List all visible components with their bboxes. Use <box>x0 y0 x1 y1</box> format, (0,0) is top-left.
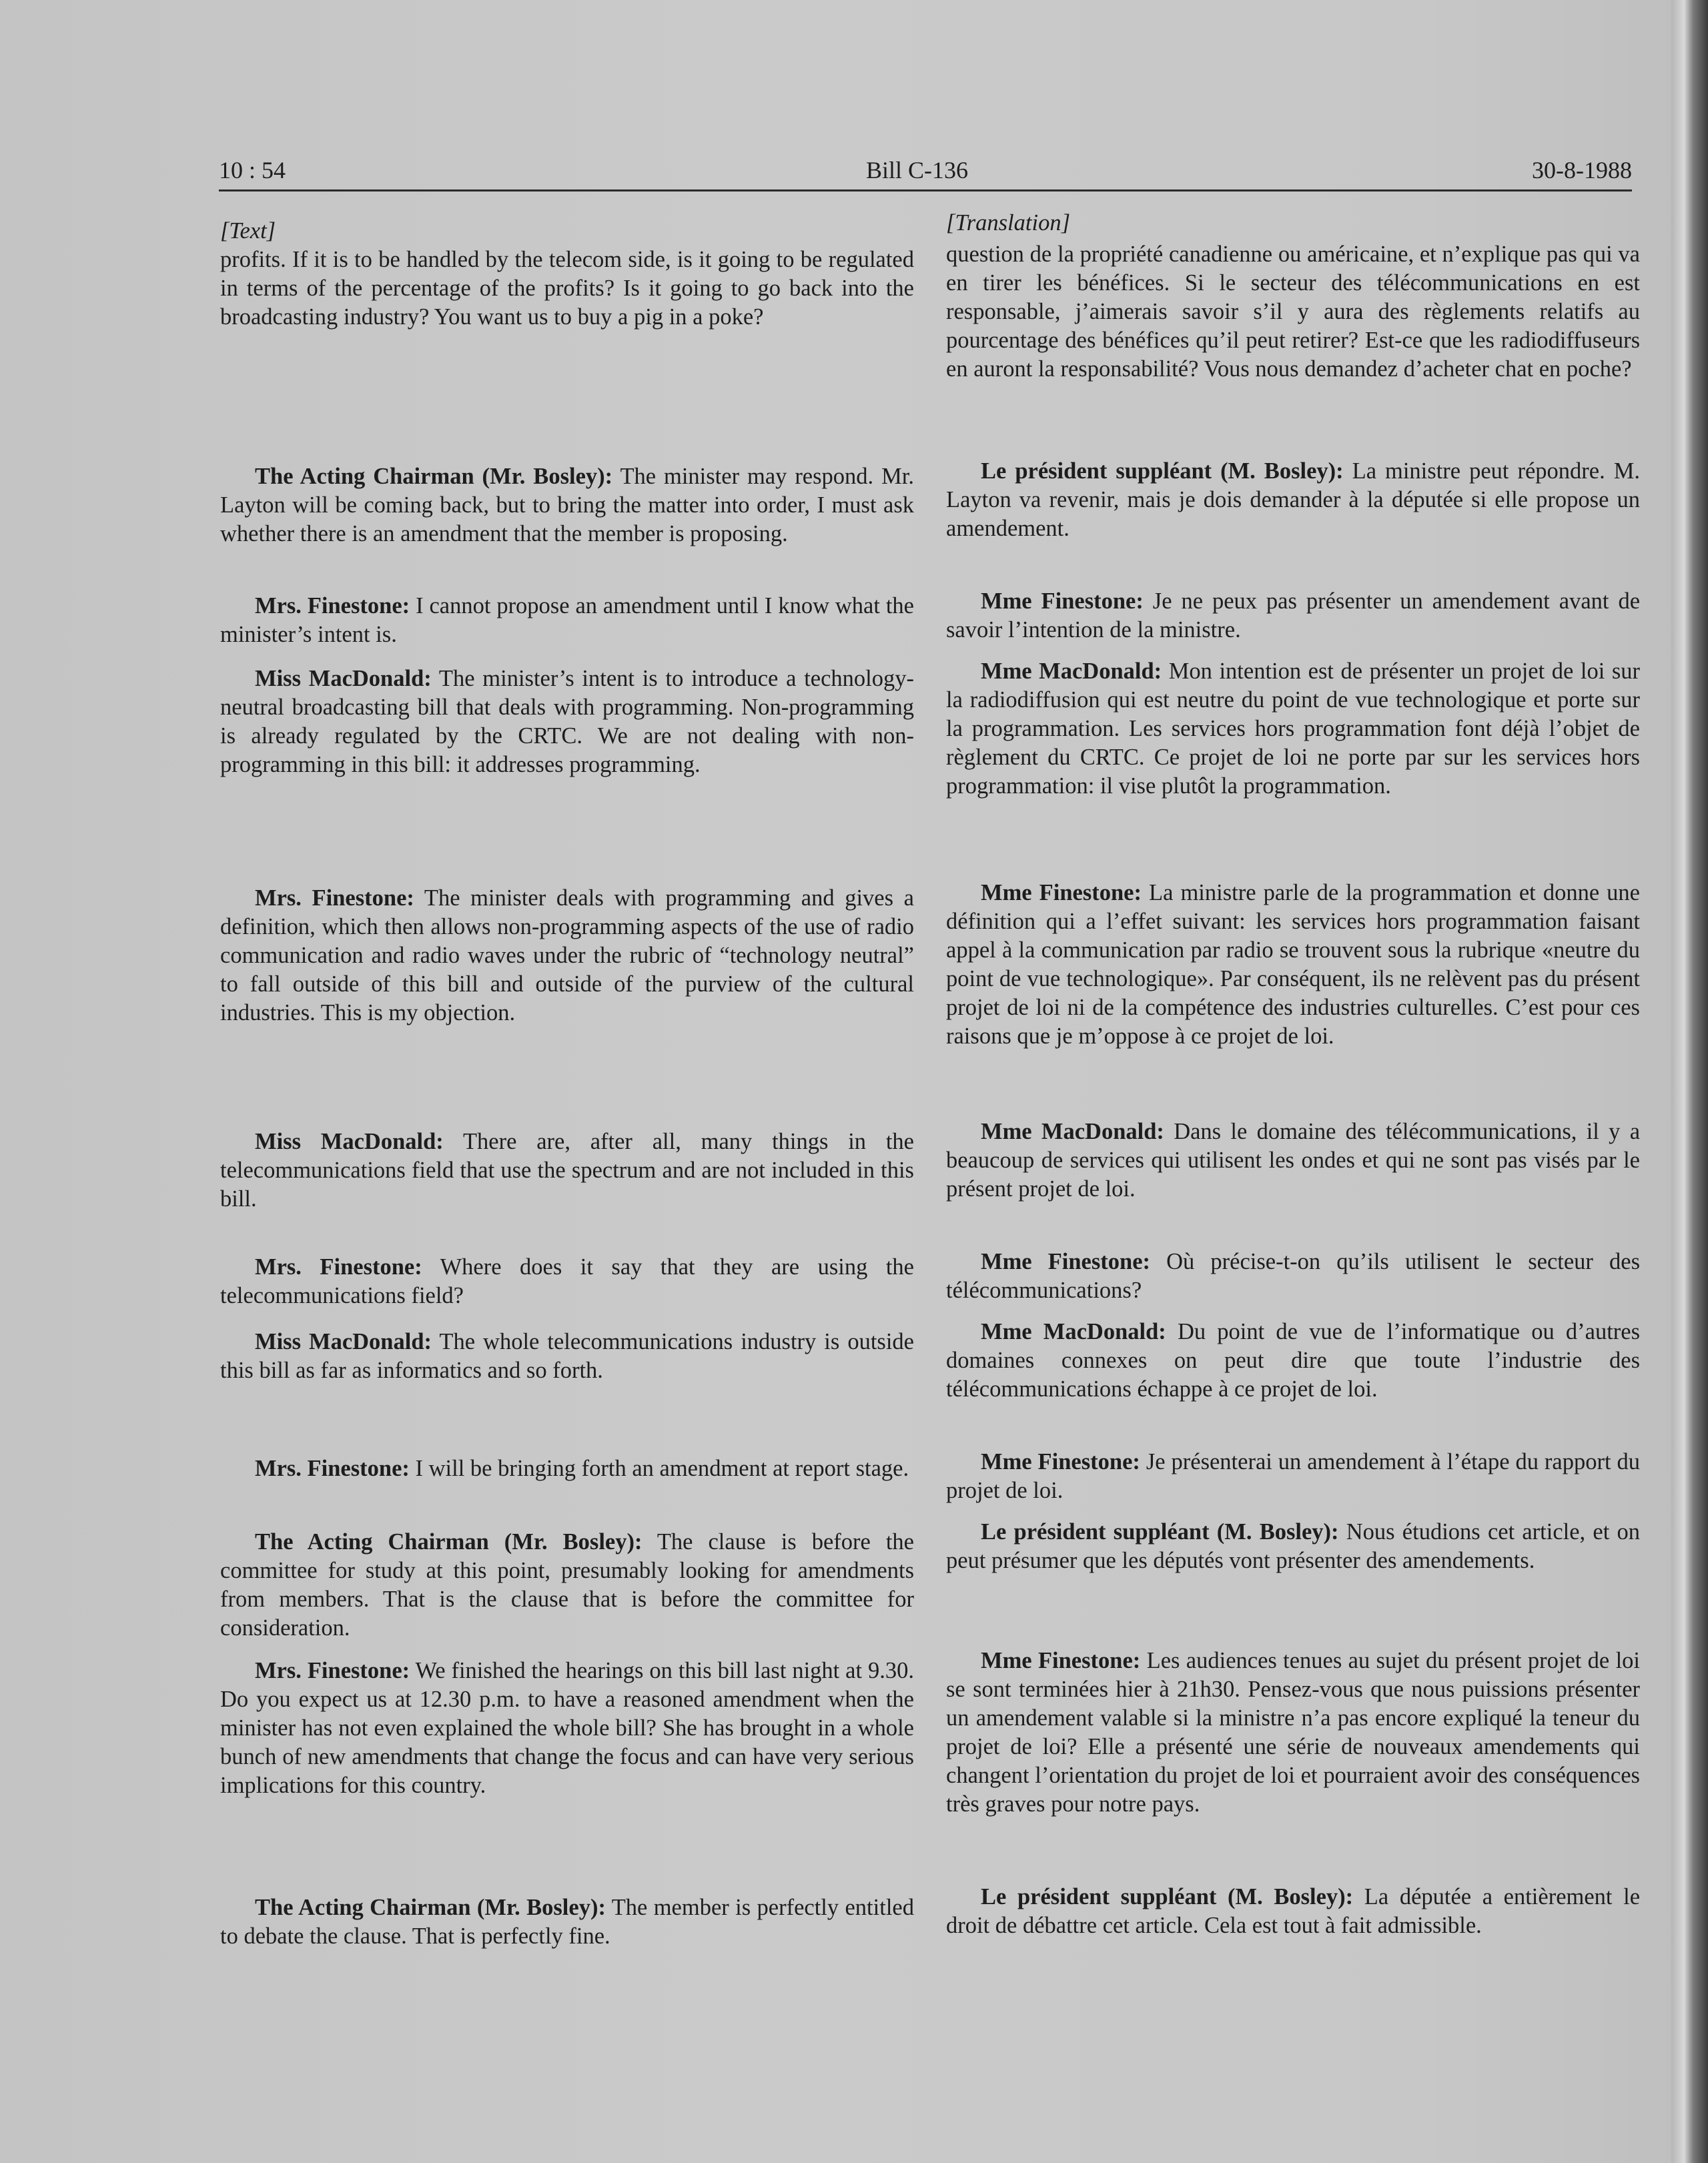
speaker-name: Mrs. Finestone: <box>255 593 410 618</box>
speaker-name: Mme Finestone: <box>981 588 1144 614</box>
paragraph: Le président suppléant (M. Bosley): La ministre peut répondre. M. Layton va revenir, mais je dois demander à la députée si elle propose un amendement. <box>946 458 1641 541</box>
speaker-name: Mme Finestone: <box>981 1648 1141 1673</box>
speaker-name: Le président suppléant (M. Bosley): <box>981 458 1344 484</box>
speaker-name: Le président suppléant (M. Bosley): <box>981 1884 1354 1909</box>
paragraph: Mme MacDonald: Mon intention est de présenter un projet de loi sur la radiodiffusion qui est neutre du point de vue technologique et porte sur la programmation. Les services hors programmation font déjà l’objet de règlement du CRTC. Ce projet de loi ne porte par sur les services hors programmation: il vise plutôt la programmation. <box>946 659 1641 799</box>
page-number: 10 : 54 <box>219 157 286 183</box>
paragraph: Mme Finestone: Je présenterai un amendement à l’étape du rapport du projet de loi. <box>946 1449 1640 1503</box>
speaker-name: Mrs. Finestone: <box>255 885 414 911</box>
paragraph: Mrs. Finestone: We finished the hearings on this bill last night at 9.30. Do you expect us at 12.30 p.m. to have a reasoned amendment when the minister has not even explained the whole bill? She has brought in a whole bunch of new amendments that change the focus and can have very serious implications for this country. <box>220 1658 914 1798</box>
paragraph: Mrs. Finestone: Where does it say that they are using the telecommunications field? <box>220 1254 914 1308</box>
paragraph: question de la propriété canadienne ou américaine, et n’explique pas qui va en tirer les bénéfices. Si le secteur des télécommunications en est responsable, j’aimerais savoir s’il y aura des règlements relatifs au pourcentage des bénéfices qu’il peut retirer? Est-ce que les radiodiffuseurs en auront la responsabilité? Vous nous demandez d’acheter chat en poche? <box>946 242 1640 382</box>
speaker-name: Mme MacDonald: <box>981 1319 1166 1344</box>
paragraph: profits. If it is to be handled by the telecom side, is it going to be regulated in terms of the percentage of the profits? Is it going to go back into the broadcasting industry? You want us to buy a pig in a poke? <box>220 247 914 330</box>
speaker-name: The Acting Chairman (Mr. Bosley): <box>255 1529 643 1555</box>
paragraph: The Acting Chairman (Mr. Bosley): The member is perfectly entitled to debate the clause. That is perfectly fine. <box>220 1895 914 1949</box>
bill-title: Bill C-136 <box>866 157 969 183</box>
paragraph: Mrs. Finestone: I will be bringing forth an amendment at report stage. <box>255 1456 909 1481</box>
speaker-name: The Acting Chairman (Mr. Bosley): <box>255 1895 606 1920</box>
speaker-name: Mme MacDonald: <box>981 1119 1164 1144</box>
speaker-name: Mrs. Finestone: <box>255 1254 422 1280</box>
speaker-name: Mme Finestone: <box>981 1249 1151 1274</box>
paragraph: Le président suppléant (M. Bosley): La députée a entièrement le droit de débattre cet article. Cela est tout à fait admissible. <box>946 1884 1641 1938</box>
paragraph: The Acting Chairman (Mr. Bosley): The minister may respond. Mr. Layton will be coming back, but to bring the matter into order, I must ask whether there is an amendment that the member is proposing. <box>220 464 914 546</box>
speaker-name: Le président suppléant (M. Bosley): <box>981 1519 1339 1545</box>
paragraph: Mme MacDonald: Du point de vue de l’informatique ou d’autres domaines connexes on peut dire que toute l’industrie des télécommunications échappe à ce projet de loi. <box>946 1319 1641 1402</box>
paragraph: The Acting Chairman (Mr. Bosley): The clause is before the committee for study at this point, presumably looking for amendments from members. That is the clause that is before the committee for consideration. <box>220 1529 914 1641</box>
column-tag: [Text] <box>220 218 276 244</box>
page-header <box>219 148 1632 191</box>
speaker-name: Miss MacDonald: <box>255 1329 432 1354</box>
speaker-name: Mrs. Finestone: <box>255 1456 410 1481</box>
paragraph: Mme Finestone: Je ne peux pas présenter un amendement avant de savoir l’intention de la ministre. <box>946 588 1641 642</box>
speaker-name: The Acting Chairman (Mr. Bosley): <box>255 464 613 489</box>
paragraph: Mrs. Finestone: The minister deals with programming and gives a definition, which then allows non-programming aspects of the use of radio communication and radio waves under the rubric of “technology neutral” to fall outside of this bill and outside of the purview of the cultural industries. This is my objection. <box>220 885 914 1025</box>
speaker-name: Mme MacDonald: <box>981 659 1162 684</box>
paragraph: Mme Finestone: Les audiences tenues au sujet du présent projet de loi se sont terminées hier à 21h30. Pensez-vous que nous puissions présenter un amendement valable si la ministre n’a pas encore expliqué la teneur du projet de loi? Elle a présenté une série de nouveaux amendements qui changent l’orientation du projet de loi et pourraient avoir des conséquences très graves pour notre pays. <box>946 1648 1641 1817</box>
speaker-name: Miss MacDonald: <box>255 1129 444 1154</box>
paragraph: Le président suppléant (M. Bosley): Nous étudions cet article, et on peut présumer que les députés vont présenter des amendements. <box>946 1519 1641 1573</box>
paragraph: Miss MacDonald: The whole telecommunications industry is outside this bill as far as informatics and so forth. <box>220 1329 914 1383</box>
speaker-name: Mrs. Finestone: <box>255 1658 410 1683</box>
column-tag: [Translation] <box>946 210 1070 236</box>
paragraph: Mme Finestone: Où précise-t-on qu’ils utilisent le secteur des télécommunications? <box>946 1249 1640 1303</box>
speaker-name: Miss MacDonald: <box>255 666 432 691</box>
paragraph: Mme Finestone: La ministre parle de la programmation et donne une définition qui a l’effet suivant: les services hors programmation faisant appel à la communication par radio se trouvent sous la rubrique «neutre du point de vue technologique». Par conséquent, ils ne relèvent pas du présent projet de loi ni de la compétence des industries culturelles. C’est pour ces raisons que je m’oppose à ce projet de loi. <box>946 880 1640 1049</box>
speaker-name: Mme Finestone: <box>981 880 1142 905</box>
speaker-name: Mme Finestone: <box>981 1449 1140 1474</box>
page-edge-shadow <box>1671 0 1708 2163</box>
paragraph: Miss MacDonald: There are, after all, many things in the telecommunications field that use the spectrum and are not included in this bill. <box>220 1129 914 1212</box>
paragraph: Mrs. Finestone: I cannot propose an amendment until I know what the minister’s intent is. <box>220 593 914 647</box>
page-date: 30-8-1988 <box>1532 157 1632 183</box>
paragraph: Miss MacDonald: The minister’s intent is to introduce a technology-neutral broadcasting bill that deals with programming. Non-programming is already regulated by the CRTC. We are not dealing with non-programming in this bill: it addresses programming. <box>220 666 914 777</box>
paragraph: Mme MacDonald: Dans le domaine des télécommunications, il y a beaucoup de services qui utilisent les ondes et qui ne sont pas visés par le présent projet de loi. <box>946 1119 1641 1202</box>
